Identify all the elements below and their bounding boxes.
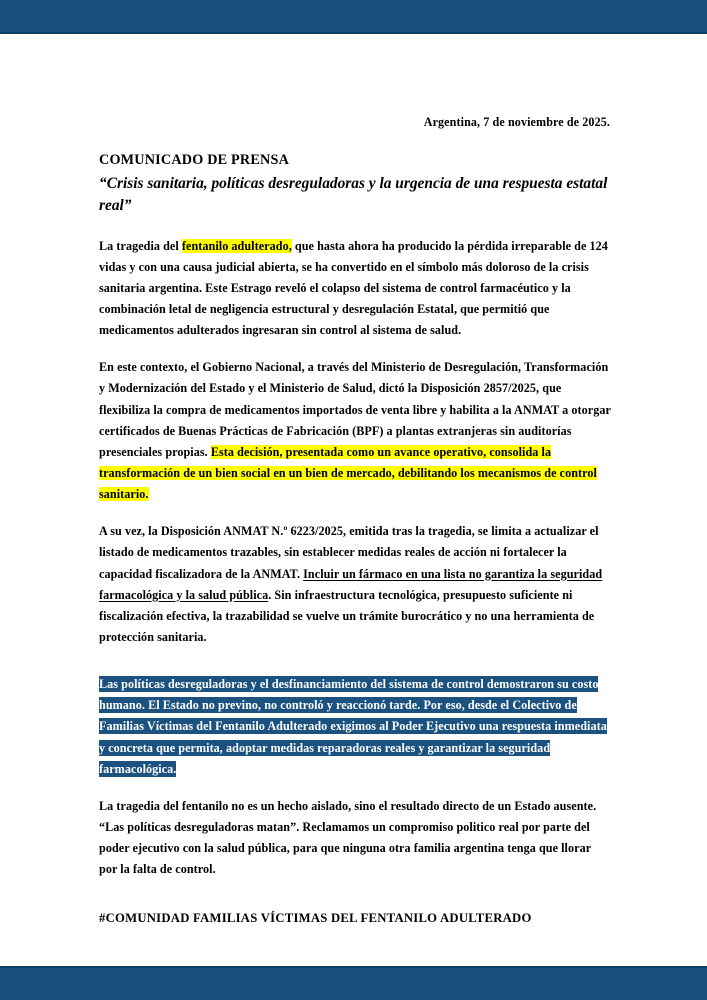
paragraph-3 bbox=[99, 521, 612, 648]
underlined-emphasis-lista-no-garantiza: Incluir un fármaco en una lista no garantiza la seguridad farmacológica y la salud pública bbox=[99, 566, 603, 602]
footer-hashtag: #COMUNIDAD FAMILIAS VÍCTIMAS DEL FENTANILO ADULTERADO bbox=[99, 911, 532, 926]
paragraph-2 bbox=[99, 357, 612, 505]
paragraph-spacer bbox=[99, 664, 612, 674]
paragraph-1 bbox=[99, 236, 612, 342]
highlight-fentanilo-adulterado: fentanilo adulterado, bbox=[181, 238, 292, 253]
paragraph-1-lead: La tragedia del bbox=[99, 238, 182, 253]
document-title: “Crisis sanitaria, políticas desreguladoras y la urgencia de una respuesta estatal real” bbox=[99, 174, 608, 215]
dateline: Argentina, 7 de noviembre de 2025. bbox=[423, 115, 610, 129]
text-selection-highlight: Las políticas desreguladoras y el desfinanciamiento del sistema de control demostraron su costo humano. El Estado no previno, no controló y reaccionó tarde. Por eso, desde el Colectivo de Familias Víctimas del Fentanilo Adulterado exigimos al Poder Ejecutivo una respuesta inmediata y concreta que permita, adoptar medidas reparadoras reales y garantizar la seguridad farmacológica. bbox=[99, 677, 607, 776]
document-sheet bbox=[0, 34, 707, 966]
paragraph-2-lead: En este contexto, el Gobierno Nacional, a través del Ministerio de Desregulación, Transformación y Modernización del Estado y el Ministerio de Salud, dictó la Disposición 2857/2025, que flexibiliza la compra de medicamentos importados de venta libre y habilita a la ANMAT a otorgar certificados de Buenas Prácticas de Fabricación (BPF) a plantas extranjeras sin auditorías presenciales propias. bbox=[99, 360, 611, 459]
bottom-decorative-band bbox=[0, 968, 707, 1000]
document-content bbox=[99, 114, 612, 928]
paragraph-3-lead: A su vez, la Disposición ANMAT N.º 6223/2025, emitida tras la tragedia, se limita a actualizar el listado de medicamentos trazables, sin establecer medidas reales de acción ni fortalecer la capacidad fiscalizadora de la ANMAT. bbox=[99, 524, 599, 581]
paragraph-1-rest: que hasta ahora ha producido la pérdida irreparable de 124 vidas y con una causa judicial abierta, se ha convertido en el símbolo más doloroso de la crisis sanitaria argentina. Este Estrago reveló el colapso del sistema de control farmacéutico y la combinación letal de negligencia estructural y desregulación Estatal, que permitió que medicamentos adulterados ingresaran sin control al sistema de salud. bbox=[99, 238, 608, 338]
paragraph-3-rest: . Sin infraestructura tecnológica, presupuesto suficiente ni fiscalización efectiva, la trazabilidad se vuelve un trámite burocrático y no una herramienta de protección sanitaria. bbox=[99, 587, 595, 644]
top-decorative-band bbox=[0, 0, 707, 32]
paragraph-4-selected bbox=[99, 674, 612, 780]
highlight-decision-operativa: Esta decisión, presentada como un avance operativo, consolida la transformación de un bien social en un bien de mercado, debilitando los mecanismos de control sanitario. bbox=[99, 444, 597, 502]
document-kicker: COMUNICADO DE PRENSA bbox=[99, 152, 290, 169]
paragraph-5: La tragedia del fentanilo no es un hecho aislado, sino el resultado directo de un Estado ausente. “Las políticas desreguladoras matan”. Reclamamos un compromiso politico real por parte del poder ejecutivo con la salud pública, para que ninguna otra familia argentina tenga que llorar por la falta de control. bbox=[99, 798, 597, 877]
